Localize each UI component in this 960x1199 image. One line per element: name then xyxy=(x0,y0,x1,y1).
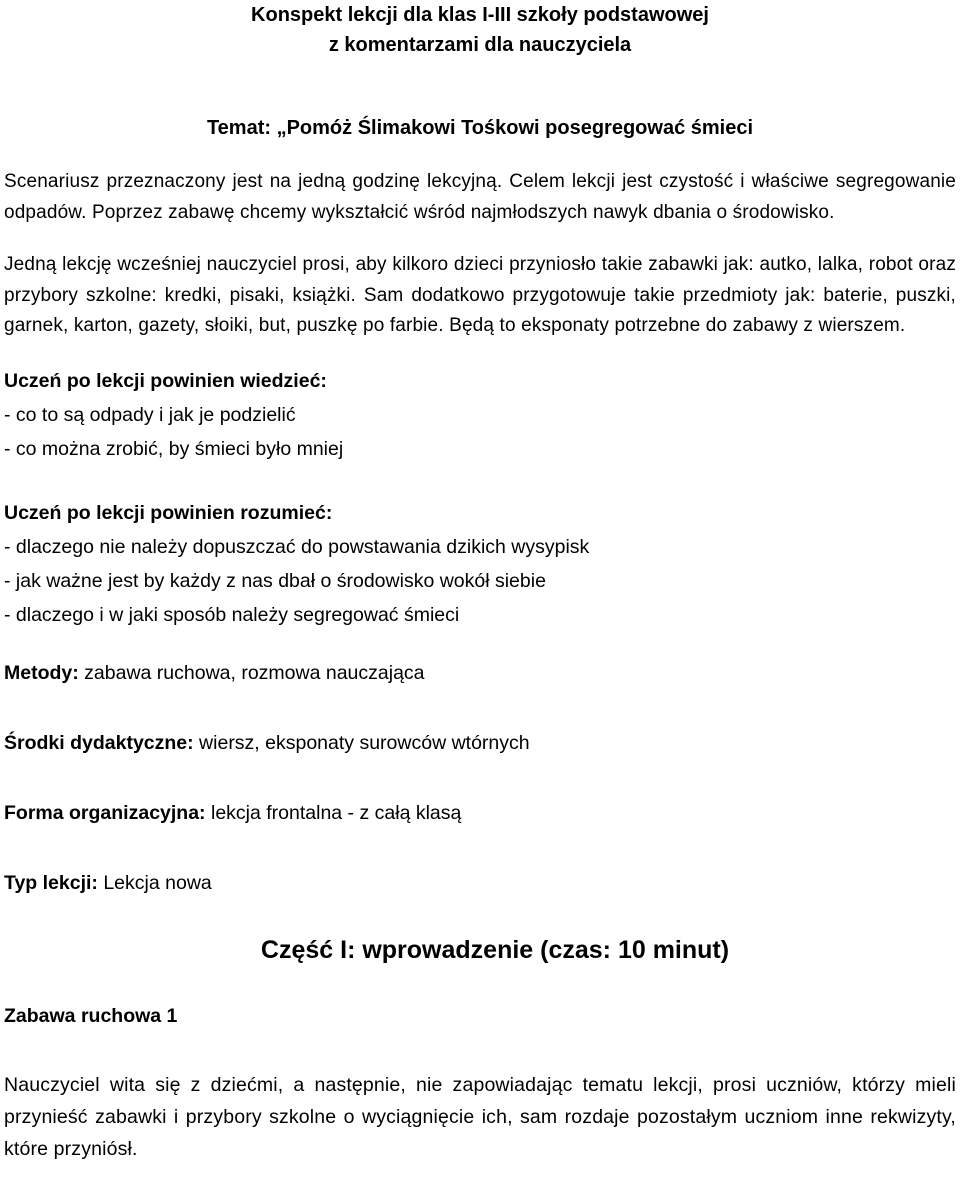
intro-paragraph-1: Scenariusz przeznaczony jest na jedną godzinę lekcyjną. Celem lekcji jest czystość i właściwe segregowanie odpadów. Poprzez zabawę chcemy wykształcić wśród najmłodszych nawyk dbania o środowisko. xyxy=(4,171,956,223)
knowledge-item: - co to są odpady i jak je podzielić xyxy=(4,403,296,426)
type-value: Lekcja nowa xyxy=(97,871,212,894)
understanding-heading: Uczeń po lekcji powinien rozumieć: xyxy=(4,501,333,524)
form-value: lekcja frontalna - z całą klasą xyxy=(205,801,462,824)
methods-value: zabawa ruchowa, rozmowa nauczająca xyxy=(78,661,425,684)
document-title-line1: Konspekt lekcji dla klas I-III szkoły podstawowej xyxy=(251,4,709,26)
methods-label: Metody: xyxy=(4,661,79,684)
understanding-item: - dlaczego i w jaki sposób należy segregować śmieci xyxy=(4,603,460,626)
part1-paragraph: Nauczyciel wita się z dziećmi, a następnie, nie zapowiadając tematu lekcji, prosi uczniów, którzy mieli przynieść zabawki i przybory szkolne o wyciągnięcie ich, sam rozdaje pozostałym uczniom inne rekwizyty, które przyniósł. xyxy=(4,1073,956,1160)
part1-heading: Część I: wprowadzenie (czas: 10 minut) xyxy=(260,935,730,964)
document-title-line2: z komentarzami dla nauczyciela xyxy=(328,34,632,56)
knowledge-heading: Uczeń po lekcji powinien wiedzieć: xyxy=(4,369,327,392)
methods-line xyxy=(4,656,956,690)
knowledge-item: - co można zrobić, by śmieci było mniej xyxy=(4,437,344,460)
document-page xyxy=(4,0,956,1165)
understanding-item: - jak ważne jest by każdy z nas dbał o środowisko wokół siebie xyxy=(4,569,546,592)
understanding-item: - dlaczego nie należy dopuszczać do powstawania dzikich wysypisk xyxy=(4,535,590,558)
type-label: Typ lekcji: xyxy=(4,871,98,894)
game-heading: Zabawa ruchowa 1 xyxy=(4,1004,178,1027)
form-label: Forma organizacyjna: xyxy=(4,801,206,824)
means-line xyxy=(4,726,956,760)
intro-paragraph-2: Jedną lekcję wcześniej nauczyciel prosi, aby kilkoro dzieci przyniosło takie zabawki jak: autko, lalka, robot oraz przybory szkolne: kredki, pisaki, książki. Sam dodatkowo przygotowuje takie przedmioty jak: baterie, puszki, garnek, karton, gazety, słoiki, but, puszkę po farbie. Będą to eksponaty potrzebne do zabawy z wierszem. xyxy=(4,254,956,336)
type-line xyxy=(4,866,956,900)
lesson-topic: Temat: „Pomóż Ślimakowi Tośkowi posegregować śmieci xyxy=(206,117,754,139)
means-label: Środki dydaktyczne: xyxy=(4,731,194,754)
form-line xyxy=(4,796,956,830)
means-value: wiersz, eksponaty surowców wtórnych xyxy=(193,731,530,754)
